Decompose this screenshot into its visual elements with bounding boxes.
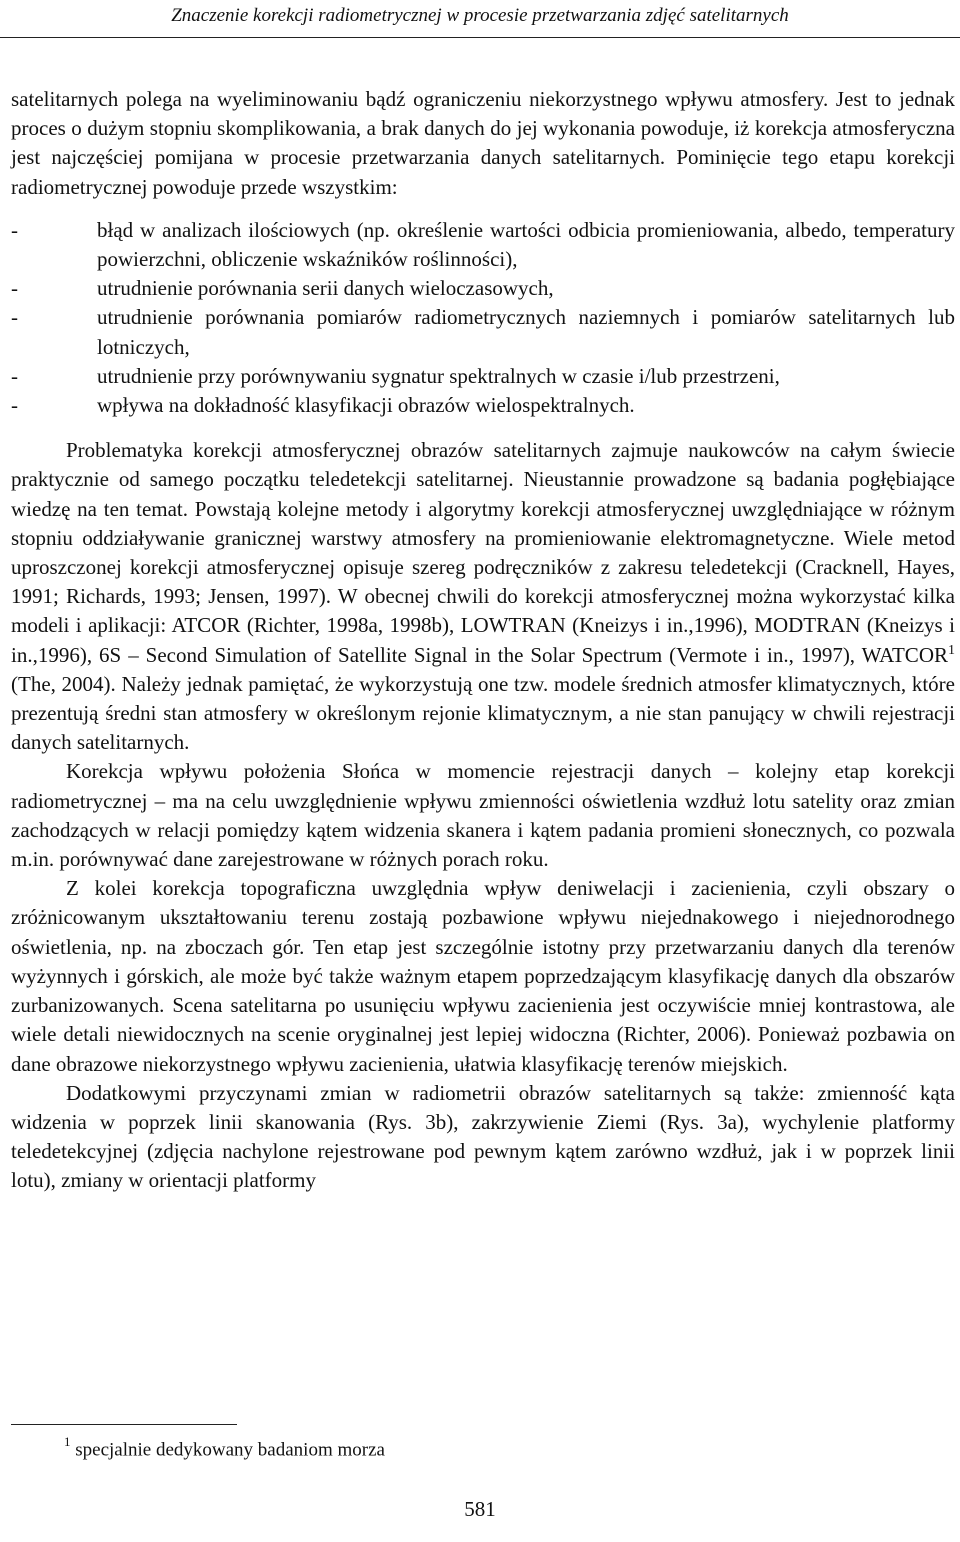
list-item — [11, 274, 955, 303]
running-header — [0, 0, 960, 38]
paragraph-additional-causes: Dodatkowymi przyczynami zmian w radiometrii obrazów satelitarnych są także: zmienność kąta widzenia w poprzek linii skanowania (Rys. 3b), zakrzywienie Ziemi (Rys. 3a), wychylenie platformy teledetekcyjnej (zdjęcia nachylone rejestrowane pod pewnym kątem zarówno wzdłuż, jak i w poprzek linii lotu), zmiany w orientacji platformy — [11, 1080, 955, 1193]
list-dash: - — [11, 217, 18, 242]
paragraph-atmospheric-correction — [11, 436, 955, 757]
list-dash: - — [11, 305, 18, 330]
list-item-text: utrudnienie przy porównywaniu sygnatur spektralnych w czasie i/lub przestrzeni, — [97, 363, 780, 388]
list-item — [11, 391, 955, 420]
list-item-text: błąd w analizach ilościowych (np. określenie wartości odbicia promieniowania, albedo, temperatury powierzchni, obliczenie wskaźników roślinności), — [97, 217, 955, 272]
main-text — [11, 85, 955, 1196]
page-number: 581 — [464, 1497, 496, 1521]
list-dash: - — [11, 276, 18, 301]
footnote-marker: 1 — [64, 1434, 71, 1449]
paragraph-text: Problematyka korekcji atmosferycznej obrazów satelitarnych zajmuje naukowców na całym świecie praktycznie od samego początku teledetekcji satelitarnej. Nieustannie prowadzone są badania pogłębiające wiedzę na ten temat. Powstają kolejne metody i algorytmy korekcji atmosferycznej uwzględniające w różnym stopniu oddziaływanie granicznej warstwy atmosfery na promieniowanie elektromagnetyczne. Wiele metod uproszczonej korekcji atmosferycznej opisuje szereg podręczników z zakresu teledetekcji (Cracknell, Hayes, 1991; Richards, 1993; Jensen, 1997). W obecnej chwili do korekcji atmosferycznej można wykorzystać kilka modeli i aplikacji: ATCOR (Richter, 1998a, 1998b), LOWTRAN (Kneizys i in.,1996), MODTRAN (Kneizys i in.,1996), 6S – Second Simulation of Satellite Signal in the Solar Spectrum (Vermote i in., 1997), WATCOR — [11, 438, 955, 667]
list-item-text: wpływa na dokładność klasyfikacji obrazów wielospektralnych. — [97, 393, 635, 418]
list-item-text: utrudnienie porównania serii danych wieloczasowych, — [97, 276, 554, 301]
consequences-list — [11, 216, 955, 420]
paragraph-text-continued: (The, 2004). Należy jednak pamiętać, że wykorzystują one tzw. modele średnich atmosfer klimatycznych, które prezentują średni stan atmosfery w określonym rejonie klimatycznym, a nie stan panujący w chwili rejestracji danych satelitarnych. — [11, 671, 955, 755]
paragraph-topographic-correction: Z kolei korekcja topograficzna uwzględnia wpływ deniwelacji i zacienienia, czyli obszary o zróżnicowanym ukształtowaniu terenu zostają pozbawione wpływu niejednakowego i niejednorodnego oświetlenia, np. na zboczach gór. Ten etap jest szczególnie istotny przy przetwarzaniu danych dla terenów wyżynnych i górskich, ale może być także ważnym etapem poprzedzającym klasyfikację danych dla obszarów zurbanizowanych. Scena satelitarna po usunięciu wpływu zacienienia jest oczywiście mniej kontrastowa, ale wiele detali niewidocznych na scenie oryginalnej jest lepiej widoczna (Richter, 2006). Ponieważ pozbawia on dane obrazowe niekorzystnego wpływu zacienienia, ułatwia klasyfikację terenów miejskich. — [11, 876, 955, 1076]
list-item-text: utrudnienie porównania pomiarów radiometrycznych naziemnych i pomiarów satelitarnych lub lotniczych, — [97, 305, 955, 359]
footnote-reference[interactable]: 1 — [948, 642, 955, 658]
paragraph-sun-position: Korekcja wpływu położenia Słońca w momencie rejestracji danych – kolejny etap korekcji radiometrycznej – ma na celu uwzględnienie wpływu zmienności oświetlenia wzdłuż lotu satelity oraz zmian zachodzących w relacji pomiędzy kątem widzenia skanera i kątem padania promieni słonecznych, co pozwala m.in. porównywać dane zarejestrowane w różnych porach roku. — [11, 759, 955, 872]
list-item — [11, 303, 955, 361]
intro-paragraph: satelitarnych polega na wyeliminowaniu bądź ograniczeniu niekorzystnego wpływu atmosfery. Jest to jednak proces o dużym stopniu skomplikowania, a brak danych do jej wykonania powoduje, iż korekcja atmosferyczna jest najczęściej pomijana w procesie przetwarzania danych satelitarnych. Pominięcie tego etapu korekcji radiometrycznej powoduje przede wszystkim: — [11, 87, 955, 199]
footnote-separator — [11, 1424, 237, 1425]
header-title: Znaczenie korekcji radiometrycznej w procesie przetwarzania zdjęć satelitarnych — [171, 5, 789, 26]
list-item — [11, 362, 955, 391]
list-dash: - — [11, 363, 18, 388]
footnote-text: specjalnie dedykowany badaniom morza — [70, 1439, 385, 1461]
footnote — [64, 1436, 385, 1461]
list-item — [11, 216, 955, 274]
list-dash: - — [11, 393, 18, 418]
